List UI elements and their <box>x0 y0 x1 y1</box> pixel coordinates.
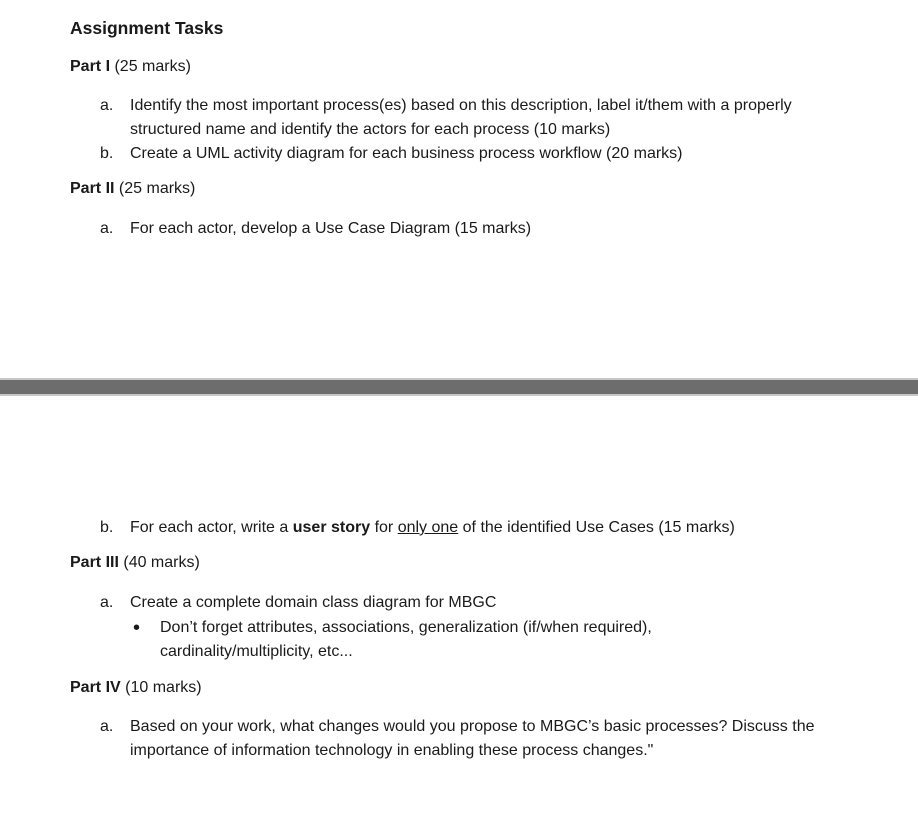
page-2 <box>0 396 918 814</box>
part-1-item-a-line2: structured name and identify the actors for each process (10 marks) <box>130 121 611 138</box>
part-4-item-a-marker: a. <box>100 718 114 735</box>
page-1 <box>0 0 918 378</box>
part-4-item-a-line1: Based on your work, what changes would you propose to MBGC’s basic processes? Discuss the <box>130 718 815 735</box>
part-3-label: Part III <box>70 554 119 571</box>
part-4-marks: (10 marks) <box>125 679 202 696</box>
part-3-marks: (40 marks) <box>123 554 200 571</box>
part-3-bullet-line2: cardinality/multiplicity, etc... <box>160 643 353 660</box>
user-story-underline: only one <box>397 519 459 536</box>
part-1-item-a-line1: Identify the most important process(es) based on this description, label it/them with a properly <box>130 97 792 114</box>
user-story-mid: for <box>374 519 394 536</box>
part-2-heading <box>70 180 195 198</box>
part-3-item-a-marker: a. <box>100 594 114 611</box>
part-2-item-b-marker: b. <box>100 519 114 536</box>
part-3-bullet-line1: Don’t forget attributes, associations, generalization (if/when required), <box>160 619 652 636</box>
page-separator <box>0 378 918 396</box>
part-2-item-a-text: For each actor, develop a Use Case Diagram (15 marks) <box>130 220 532 237</box>
part-4-label: Part IV <box>70 679 121 696</box>
part-2-marks: (25 marks) <box>118 180 196 197</box>
page-title: Assignment Tasks <box>70 18 224 38</box>
part-2-item-b-text <box>130 516 735 540</box>
part-3-heading <box>70 554 200 572</box>
part-3-item-a-text: Create a complete domain class diagram for MBGC <box>130 594 497 611</box>
part-1-item-a-marker: a. <box>100 97 114 114</box>
part-4-item-a-line2: importance of information technology in enabling these process changes." <box>130 742 654 759</box>
part-1-heading <box>70 58 191 76</box>
part-1-label: Part I <box>70 58 111 75</box>
part-2-label: Part II <box>70 180 115 197</box>
part-1-item-b-text: Create a UML activity diagram for each business process workflow (20 marks) <box>130 145 683 162</box>
part-1-marks: (25 marks) <box>114 58 191 75</box>
part-1-item-b-marker: b. <box>100 145 114 162</box>
part-2-item-a-marker: a. <box>100 220 114 237</box>
user-story-post: of the identified Use Cases (15 marks) <box>462 519 735 536</box>
part-4-heading <box>70 679 202 697</box>
bullet-icon: • <box>133 617 141 639</box>
user-story-bold: user story <box>292 519 371 536</box>
user-story-pre: For each actor, write a <box>130 519 289 536</box>
